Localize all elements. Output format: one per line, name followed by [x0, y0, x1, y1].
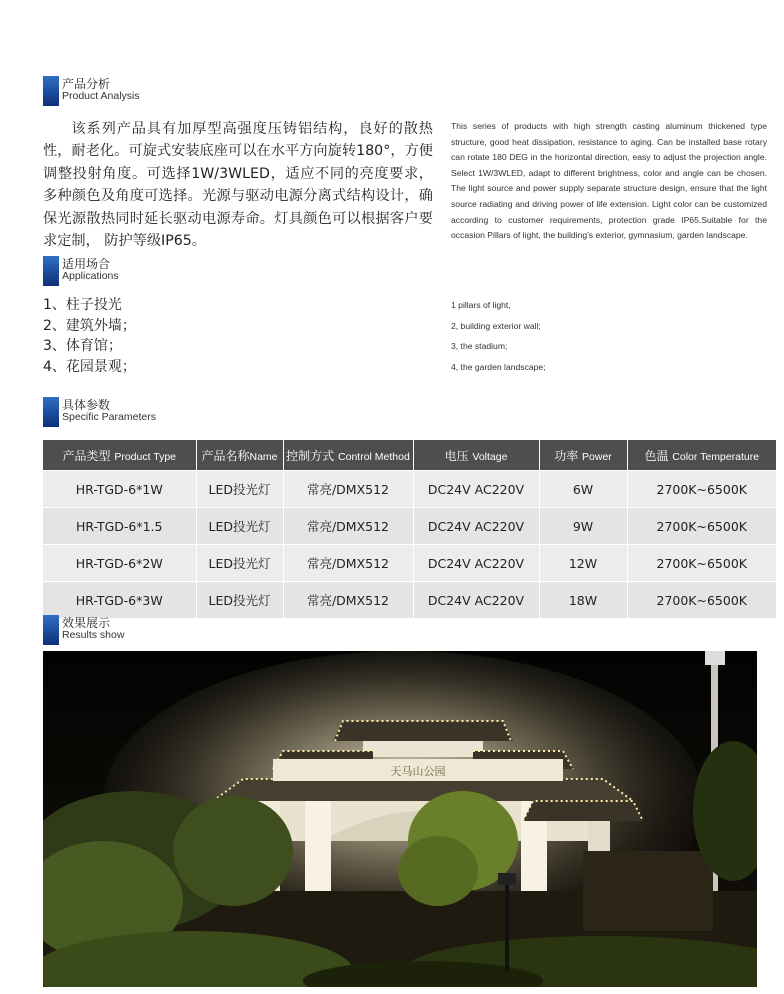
analysis-text-zh: 该系列产品具有加厚型高强度压铸铝结构，良好的散热性，耐老化。可旋式安装底座可以在水平方向旋转180°，方便调整投射角度。可选择1W/3WLED，适应不同的亮度要求，多种颜色及角度可选择。光源与驱动电源分离式结构设计，确保光源散热同时延长驱动电源寿命。灯具颜色可以根据客户要求定制， 防护等级IP65。: [43, 121, 433, 250]
table-cell: HR-TGD-6*1.5: [43, 508, 196, 545]
section-title-en: Specific Parameters: [62, 411, 156, 423]
section-title-en: Product Analysis: [62, 90, 140, 102]
table-row: [43, 582, 776, 619]
gate-plaque-text: 天马山公园: [390, 765, 446, 778]
table-cell: 9W: [539, 508, 627, 545]
table-cell: 2700K~6500K: [627, 545, 776, 582]
applications-list-zh: [43, 295, 136, 377]
table-cell: DC24V AC220V: [413, 582, 539, 619]
table-cell: 2700K~6500K: [627, 508, 776, 545]
column-header-power: 功率 Power: [539, 440, 627, 471]
list-item: 2、建筑外墙；: [43, 317, 136, 334]
table-cell: DC24V AC220V: [413, 545, 539, 582]
table-cell: DC24V AC220V: [413, 471, 539, 508]
table-row: [43, 508, 776, 545]
section-title-zh: 适用场合: [62, 257, 111, 271]
table-cell: 常亮/DMX512: [283, 545, 413, 582]
column-header-color-temp: 色温 Color Temperature: [627, 440, 776, 471]
column-header-type: 产品类型 Product Type: [43, 440, 196, 471]
table-cell: 2700K~6500K: [627, 471, 776, 508]
list-item: 1、柱子投光: [43, 297, 122, 313]
table-cell: 常亮/DMX512: [283, 582, 413, 619]
section-title-zh: 效果展示: [62, 616, 111, 630]
table-row: [43, 471, 776, 508]
table-cell: LED投光灯: [196, 582, 283, 619]
column-header-name: 产品名称Name: [196, 440, 283, 471]
table-cell: HR-TGD-6*1W: [43, 471, 196, 508]
table-cell: LED投光灯: [196, 471, 283, 508]
table-cell: 常亮/DMX512: [283, 508, 413, 545]
table-header-row: [43, 440, 776, 471]
list-item: 2, building exterior wall;: [451, 320, 541, 331]
table-cell: LED投光灯: [196, 545, 283, 582]
table-cell: DC24V AC220V: [413, 508, 539, 545]
table-cell: HR-TGD-6*3W: [43, 582, 196, 619]
section-title-zh: 具体参数: [62, 398, 111, 412]
table-row: [43, 545, 776, 582]
section-marker: [43, 615, 59, 645]
table-cell: LED投光灯: [196, 508, 283, 545]
table-cell: 常亮/DMX512: [283, 471, 413, 508]
section-marker: [43, 256, 59, 286]
list-item: 3, the stadium;: [451, 341, 508, 351]
list-item: 4、花园景观；: [43, 358, 136, 375]
list-item: 3、体育馆；: [43, 338, 122, 354]
table-cell: HR-TGD-6*2W: [43, 545, 196, 582]
section-title-en: Applications: [62, 270, 119, 282]
list-item: 1 pillars of light,: [451, 300, 511, 310]
table-cell: 2700K~6500K: [627, 582, 776, 619]
list-item: 4, the garden landscape;: [451, 361, 546, 372]
section-marker: [43, 397, 59, 427]
section-title-zh: 产品分析: [62, 77, 111, 91]
section-title-en: Results show: [62, 629, 125, 641]
results-photo: [43, 651, 757, 987]
applications-list-en: [451, 295, 546, 377]
spec-table: [43, 440, 776, 618]
table-cell: 12W: [539, 545, 627, 582]
night-gate-illustration: [43, 651, 757, 987]
analysis-text-en: This series of products with high strength casting aluminum thickened type structure, good heat dissipation, resistance to aging. Can be installed base rotary can rotate 180 DEG in the horizontal direction, easy to adjust the projection angle. Select 1W/3WLED, adapt to different brightness, color and angle can be chosen. The light source and power supply separate structure design, ensure that the light source radiating and driving power of life extension. Light color can be customized according to customer requirements, protection grade IP65.Suitable for the occasion Pillars of light, the building's exterior, gymnasium, garden landscape.: [451, 121, 767, 241]
column-header-voltage: 电压 Voltage: [413, 440, 539, 471]
table-cell: 18W: [539, 582, 627, 619]
table-cell: 6W: [539, 471, 627, 508]
section-marker: [43, 76, 59, 106]
column-header-control: 控制方式 Control Method: [283, 440, 413, 471]
